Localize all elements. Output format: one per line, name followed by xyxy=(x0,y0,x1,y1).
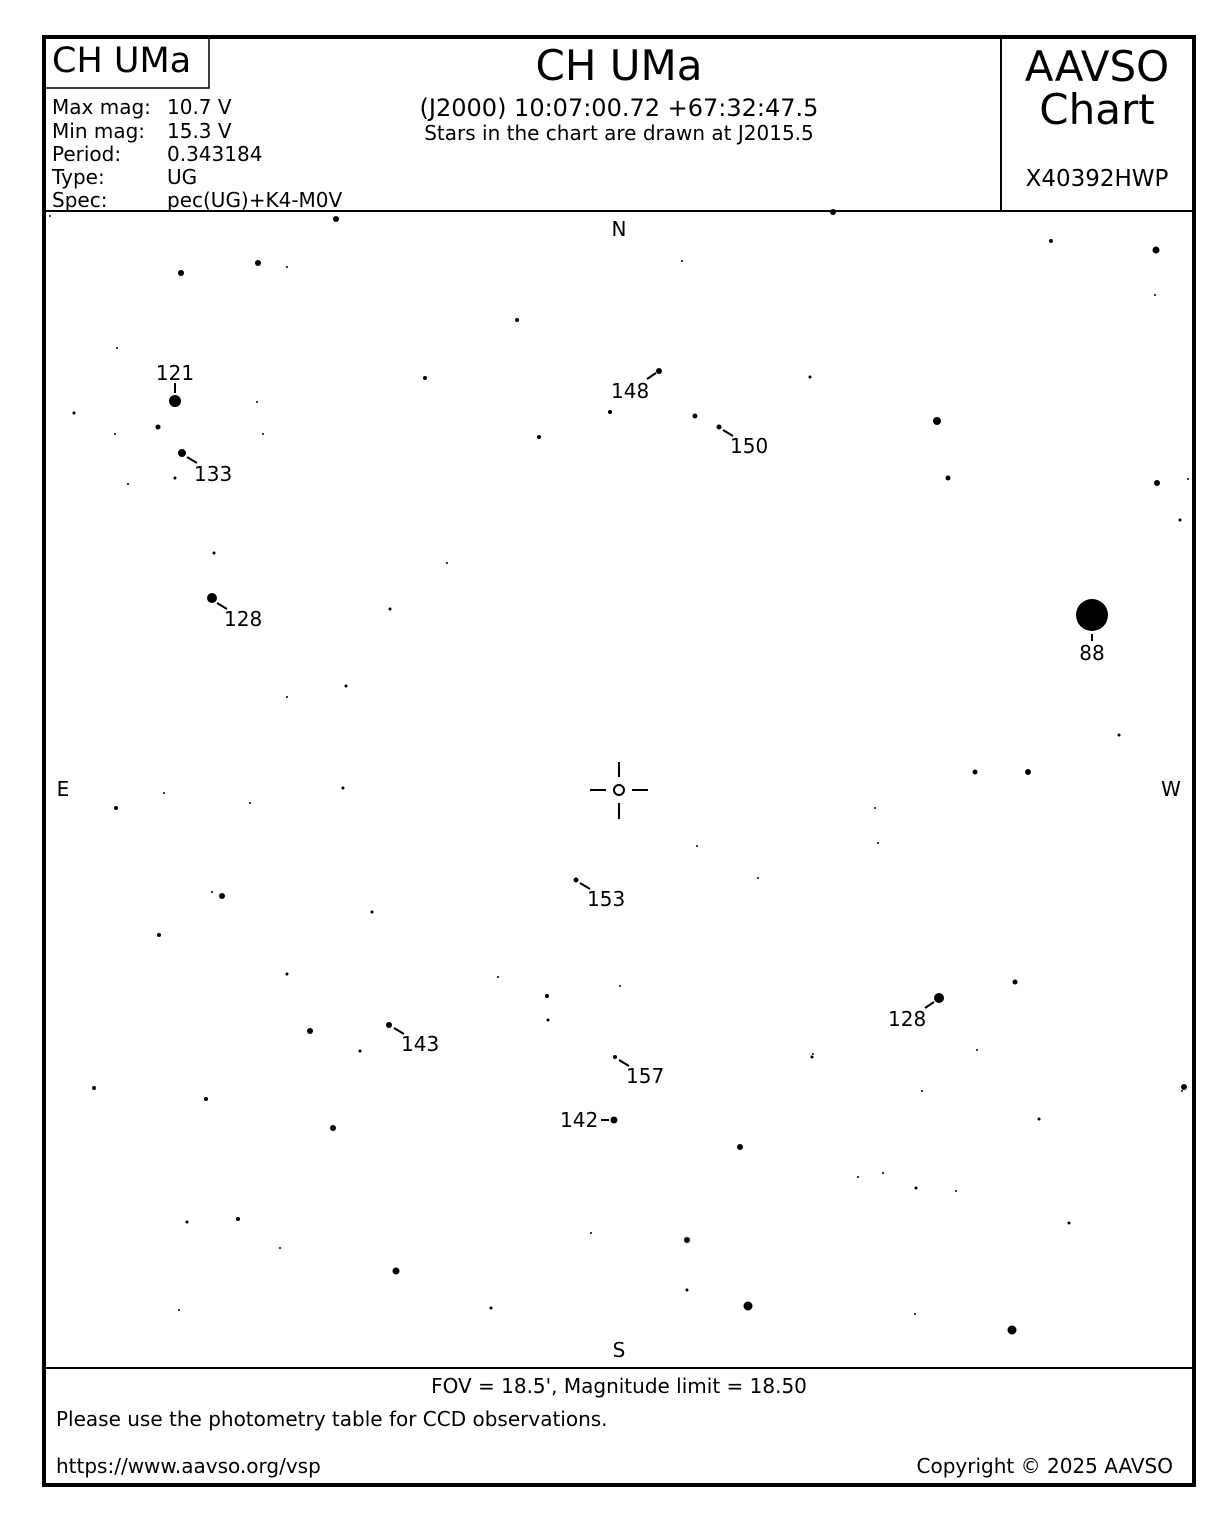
field-star xyxy=(255,260,261,266)
info-key-period: Period: xyxy=(52,142,122,166)
info-key-type: Type: xyxy=(52,165,105,189)
field-star xyxy=(114,806,118,810)
field-star xyxy=(345,685,348,688)
field-star xyxy=(681,260,683,262)
field-star xyxy=(446,562,448,564)
field-star xyxy=(717,425,722,430)
field-star xyxy=(178,270,184,276)
field-star xyxy=(1181,1084,1187,1090)
field-star xyxy=(590,1232,592,1234)
field-star xyxy=(262,433,264,435)
comp-label-128-east: 128 xyxy=(224,607,263,631)
field-star xyxy=(204,1097,208,1101)
field-star xyxy=(976,1049,978,1051)
field-star xyxy=(574,878,579,883)
field-star xyxy=(545,994,549,998)
field-star xyxy=(684,1237,690,1243)
comp-label-153: 153 xyxy=(587,887,626,911)
copyright: Copyright © 2025 AAVSO xyxy=(916,1454,1173,1478)
field-star xyxy=(611,1117,618,1124)
field-star xyxy=(696,845,698,847)
field-star xyxy=(744,1302,753,1311)
info-key-spec: Spec: xyxy=(52,188,108,212)
field-star xyxy=(608,410,612,414)
chart-id: X40392HWP xyxy=(1025,166,1169,192)
epoch-note: Stars in the chart are drawn at J2015.5 xyxy=(424,121,814,145)
compass-east: E xyxy=(56,777,70,801)
field-star xyxy=(1076,599,1108,631)
info-value-max: 10.7 V xyxy=(167,95,232,119)
field-star xyxy=(915,1187,918,1190)
comp-label-143: 143 xyxy=(401,1032,440,1056)
field-star xyxy=(857,1176,859,1178)
chart-title: CH UMa xyxy=(535,41,703,90)
footer-url[interactable]: https://www.aavso.org/vsp xyxy=(56,1454,321,1478)
field-star xyxy=(497,976,499,978)
field-star xyxy=(1179,519,1182,522)
field-star xyxy=(213,552,216,555)
field-star xyxy=(737,1144,743,1150)
field-star xyxy=(1008,1326,1017,1335)
field-star xyxy=(921,1090,923,1092)
field-star xyxy=(342,787,345,790)
field-star xyxy=(812,1053,814,1055)
field-star xyxy=(811,1056,814,1059)
field-star xyxy=(914,1313,916,1315)
field-star xyxy=(174,477,177,480)
info-key-min: Min mag: xyxy=(52,119,146,143)
field-star xyxy=(1153,247,1160,254)
field-star xyxy=(1118,734,1121,737)
field-star xyxy=(1154,294,1156,296)
field-star xyxy=(882,1172,884,1174)
field-star xyxy=(386,1022,392,1028)
field-star xyxy=(1013,980,1018,985)
field-star xyxy=(547,1019,550,1022)
field-star xyxy=(286,696,288,698)
field-star xyxy=(178,1309,180,1311)
field-star xyxy=(73,412,76,415)
aavso-label: AAVSO xyxy=(1024,42,1170,91)
comp-label-157: 157 xyxy=(626,1064,665,1088)
field-star xyxy=(537,435,541,439)
field-star xyxy=(330,1125,336,1131)
info-value-type: UG xyxy=(167,165,198,189)
field-star xyxy=(1187,478,1189,480)
field-star xyxy=(307,1028,313,1034)
chart-label: Chart xyxy=(1039,85,1155,134)
field-star xyxy=(156,425,161,430)
field-star xyxy=(877,842,879,844)
field-star xyxy=(186,1221,189,1224)
fov-line: FOV = 18.5', Magnitude limit = 18.50 xyxy=(431,1374,807,1398)
field-star xyxy=(955,1190,957,1192)
field-star xyxy=(279,1247,281,1249)
field-star xyxy=(809,376,812,379)
field-star xyxy=(1038,1118,1041,1121)
field-star xyxy=(116,347,118,349)
comp-label-150: 150 xyxy=(730,434,769,458)
field-star xyxy=(286,973,289,976)
field-star xyxy=(219,893,225,899)
field-star xyxy=(286,266,288,268)
field-star xyxy=(1154,480,1160,486)
field-star xyxy=(393,1268,400,1275)
star-name-box-label: CH UMa xyxy=(52,41,192,81)
ccd-note: Please use the photometry table for CCD observations. xyxy=(56,1407,608,1431)
field-star xyxy=(619,985,621,987)
field-star xyxy=(249,802,251,804)
field-star xyxy=(178,449,186,457)
field-star xyxy=(1068,1222,1071,1225)
info-key-max: Max mag: xyxy=(52,95,151,119)
field-star xyxy=(256,401,258,403)
field-star xyxy=(874,807,876,809)
comp-label-148: 148 xyxy=(611,379,650,403)
comp-label-128-west: 128 xyxy=(888,1007,927,1031)
compass-south: S xyxy=(612,1338,626,1362)
field-star xyxy=(359,1050,362,1053)
field-star xyxy=(169,395,181,407)
field-star xyxy=(1049,239,1053,243)
field-star xyxy=(49,215,51,217)
field-star xyxy=(1025,769,1031,775)
field-star xyxy=(933,417,941,425)
field-star xyxy=(423,376,427,380)
field-star xyxy=(236,1217,240,1221)
field-star xyxy=(92,1086,96,1090)
field-star xyxy=(515,318,519,322)
comp-label-121: 121 xyxy=(155,361,195,385)
field-star xyxy=(490,1307,493,1310)
comp-label-88: 88 xyxy=(1079,641,1105,665)
comp-label-142: 142 xyxy=(560,1108,599,1132)
field-star xyxy=(693,414,698,419)
field-star xyxy=(1181,1090,1183,1092)
comp-label-133: 133 xyxy=(194,462,233,486)
field-star xyxy=(389,608,392,611)
info-value-min: 15.3 V xyxy=(167,119,232,143)
field-star xyxy=(934,993,944,1003)
field-star xyxy=(157,933,161,937)
field-star xyxy=(114,433,116,435)
field-star xyxy=(686,1289,689,1292)
field-star xyxy=(613,1055,617,1059)
info-value-period: 0.343184 xyxy=(167,142,263,166)
info-value-spec: pec(UG)+K4-M0V xyxy=(167,188,343,212)
field-star xyxy=(207,593,217,603)
field-star xyxy=(333,216,339,222)
compass-west: W xyxy=(1161,777,1181,801)
field-star xyxy=(211,891,213,893)
compass-north: N xyxy=(611,217,627,241)
field-star xyxy=(830,209,836,215)
coordinates: (J2000) 10:07:00.72 +67:32:47.5 xyxy=(419,94,819,122)
field-star xyxy=(656,368,662,374)
field-star xyxy=(973,770,978,775)
field-star xyxy=(127,483,129,485)
field-star xyxy=(757,877,759,879)
field-star xyxy=(371,911,374,914)
field-star xyxy=(946,476,951,481)
field-star xyxy=(163,792,165,794)
